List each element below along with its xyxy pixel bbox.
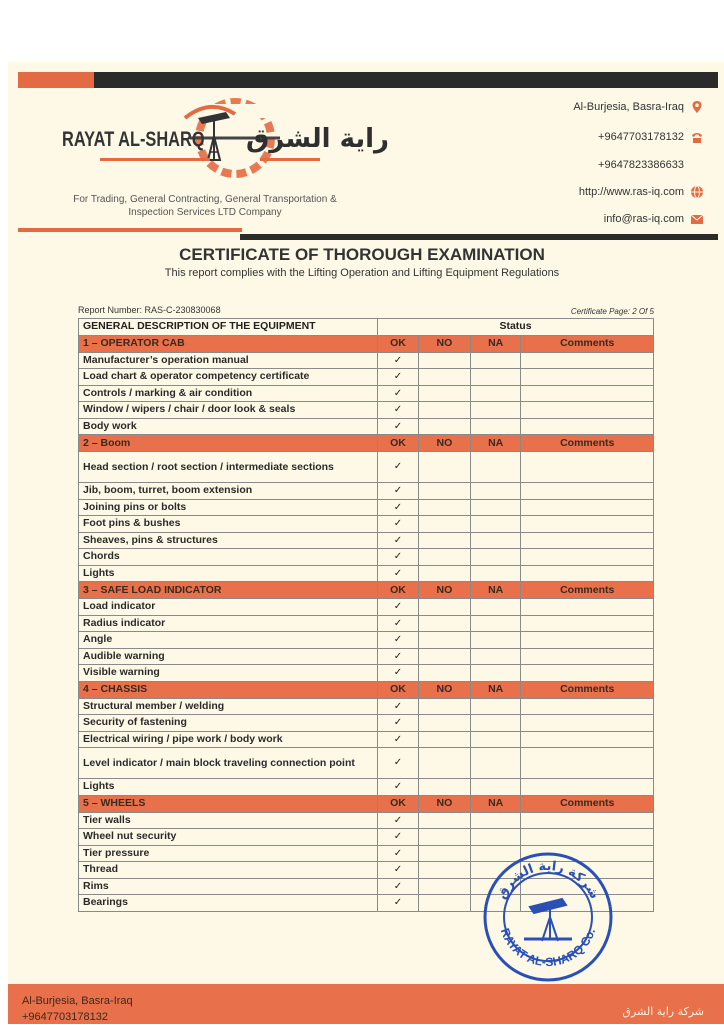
table-row [79, 565, 654, 582]
table-row [79, 549, 654, 566]
stamp-arabic-text: شركة راية الشرق [494, 858, 602, 902]
section-header-row [79, 435, 654, 452]
table-row [79, 352, 654, 369]
table-row [79, 369, 654, 386]
certificate-page: Certificate Page: 2 Of 5 [570, 307, 654, 316]
comments-cell [521, 385, 654, 402]
no-cell [419, 731, 471, 748]
mail-icon [690, 212, 704, 226]
ok-check-mark: ✓ [378, 499, 419, 516]
no-cell [419, 632, 471, 649]
no-cell [419, 698, 471, 715]
no-cell [419, 599, 471, 616]
ok-check-mark: ✓ [378, 829, 419, 846]
location-icon [690, 100, 704, 114]
table-row [79, 748, 654, 779]
na-cell [470, 452, 521, 483]
na-cell [470, 369, 521, 386]
comments-cell [521, 615, 654, 632]
document-title: CERTIFICATE OF THOROUGH EXAMINATION [179, 245, 545, 264]
comments-cell [521, 731, 654, 748]
item-label: Sheaves, pins & structures [79, 532, 378, 549]
ok-header: OK [378, 681, 419, 698]
item-label: Joining pins or bolts [79, 499, 378, 516]
ok-header: OK [378, 582, 419, 599]
na-cell [470, 829, 521, 846]
na-cell [470, 499, 521, 516]
no-header: NO [419, 335, 471, 352]
item-label: Wheel nut security [79, 829, 378, 846]
comments-cell [521, 648, 654, 665]
section-title: 2 – Boom [79, 435, 378, 452]
contact-address: Al-Burjesia, Basra-Iraq [573, 100, 704, 114]
ok-header: OK [378, 795, 419, 812]
section-header-row [79, 795, 654, 812]
na-header: NA [470, 795, 521, 812]
table-row [79, 715, 654, 732]
comments-cell [521, 483, 654, 500]
section-header-row [79, 335, 654, 352]
na-cell [470, 632, 521, 649]
no-cell [419, 845, 471, 862]
comments-cell [521, 499, 654, 516]
ok-check-mark: ✓ [378, 352, 419, 369]
table-row [79, 829, 654, 846]
company-name-arabic: راية الشرق [246, 124, 390, 154]
item-label: Load chart & operator competency certificate [79, 369, 378, 386]
na-cell [470, 483, 521, 500]
comments-header: Comments [521, 681, 654, 698]
no-cell [419, 549, 471, 566]
globe-icon [690, 185, 704, 199]
company-name: RAYAT AL-SHARQ [62, 128, 205, 151]
document-subtitle: This report complies with the Lifting Operation and Lifting Equipment Regulations [164, 267, 560, 279]
item-label: Foot pins & bushes [79, 516, 378, 533]
item-label: Tier pressure [79, 845, 378, 862]
na-cell [470, 352, 521, 369]
comments-cell [521, 452, 654, 483]
ok-header: OK [378, 435, 419, 452]
ok-check-mark: ✓ [378, 698, 419, 715]
no-header: NO [419, 435, 471, 452]
ok-check-mark: ✓ [378, 715, 419, 732]
na-header: NA [470, 681, 521, 698]
ok-check-mark: ✓ [378, 665, 419, 682]
footer-company-arabic: شركة راية الشرق [622, 1005, 704, 1018]
item-label: Radius indicator [79, 615, 378, 632]
comments-header: Comments [521, 582, 654, 599]
item-label: Jib, boom, turret, boom extension [79, 483, 378, 500]
table-row [79, 402, 654, 419]
header-divider-accent [18, 228, 242, 232]
report-number: Report Number: RAS-C-230830068 [78, 305, 221, 315]
no-cell [419, 369, 471, 386]
comments-cell [521, 352, 654, 369]
ok-check-mark: ✓ [378, 516, 419, 533]
table-row [79, 452, 654, 483]
table-row [79, 779, 654, 796]
comments-cell [521, 599, 654, 616]
na-cell [470, 648, 521, 665]
na-header: NA [470, 335, 521, 352]
no-cell [419, 812, 471, 829]
table-row [79, 385, 654, 402]
footer-address: Al-Burjesia, Basra-Iraq [22, 995, 133, 1007]
comments-header: Comments [521, 435, 654, 452]
item-label: Lights [79, 565, 378, 582]
no-cell [419, 452, 471, 483]
table-row [79, 698, 654, 715]
na-cell [470, 418, 521, 435]
ok-check-mark: ✓ [378, 452, 419, 483]
no-cell [419, 565, 471, 582]
footer-address-block [22, 993, 133, 1025]
ok-check-mark: ✓ [378, 599, 419, 616]
examination-table [78, 318, 654, 912]
no-cell [419, 648, 471, 665]
item-label: Structural member / welding [79, 698, 378, 715]
na-cell [470, 698, 521, 715]
comments-cell [521, 565, 654, 582]
item-label: Load indicator [79, 599, 378, 616]
svg-text:RAYAT AL-SHARQ Co. [498, 926, 598, 969]
ok-check-mark: ✓ [378, 632, 419, 649]
general-description-header: GENERAL DESCRIPTION OF THE EQUIPMENT [79, 319, 378, 336]
ok-check-mark: ✓ [378, 615, 419, 632]
item-label: Tier walls [79, 812, 378, 829]
item-label: Body work [79, 418, 378, 435]
comments-cell [521, 665, 654, 682]
ok-check-mark: ✓ [378, 483, 419, 500]
table-row [79, 731, 654, 748]
na-cell [470, 812, 521, 829]
comments-cell [521, 418, 654, 435]
na-cell [470, 615, 521, 632]
status-header: Status [378, 319, 654, 336]
footer-phone: +9647703178132 [22, 1011, 108, 1023]
no-cell [419, 715, 471, 732]
section-title: 3 – SAFE LOAD INDICATOR [79, 582, 378, 599]
item-label: Level indicator / main block traveling connection point [79, 748, 378, 779]
comments-cell [521, 632, 654, 649]
stamp-english-text: RAYAT AL-SHARQ Co. [497, 926, 599, 970]
table-row [79, 418, 654, 435]
comments-cell [521, 715, 654, 732]
na-header: NA [470, 435, 521, 452]
table-row [79, 812, 654, 829]
table-row [79, 483, 654, 500]
table-row [79, 648, 654, 665]
no-cell [419, 402, 471, 419]
comments-cell [521, 812, 654, 829]
na-cell [470, 385, 521, 402]
comments-cell [521, 402, 654, 419]
ok-check-mark: ✓ [378, 648, 419, 665]
item-label: Head section / root section / intermediate sections [79, 452, 378, 483]
ok-check-mark: ✓ [378, 878, 419, 895]
na-cell [470, 779, 521, 796]
company-tagline: For Trading, General Contracting, General Transportation & Inspection Services LTD Company [73, 194, 337, 218]
comments-cell [521, 829, 654, 846]
comments-header: Comments [521, 335, 654, 352]
ok-check-mark: ✓ [378, 845, 419, 862]
item-label: Rims [79, 878, 378, 895]
na-header: NA [470, 582, 521, 599]
ok-check-mark: ✓ [378, 812, 419, 829]
na-cell [470, 599, 521, 616]
contact-email: info@ras-iq.com [604, 212, 704, 226]
na-cell [470, 532, 521, 549]
no-cell [419, 862, 471, 879]
ok-check-mark: ✓ [378, 418, 419, 435]
header-top-accent [18, 72, 94, 88]
comments-cell [521, 748, 654, 779]
comments-cell [521, 369, 654, 386]
comments-cell [521, 516, 654, 533]
comments-cell [521, 549, 654, 566]
ok-check-mark: ✓ [378, 385, 419, 402]
table-row [79, 615, 654, 632]
table-row [79, 499, 654, 516]
item-label: Thread [79, 862, 378, 879]
item-label: Audible warning [79, 648, 378, 665]
ok-check-mark: ✓ [378, 369, 419, 386]
comments-cell [521, 698, 654, 715]
na-cell [470, 549, 521, 566]
item-label: Bearings [79, 895, 378, 912]
ok-check-mark: ✓ [378, 549, 419, 566]
ok-check-mark: ✓ [378, 779, 419, 796]
section-title: 5 – WHEELS [79, 795, 378, 812]
ok-check-mark: ✓ [378, 532, 419, 549]
no-cell [419, 748, 471, 779]
item-label: Lights [79, 779, 378, 796]
item-label: Window / wipers / chair / door look & seals [79, 402, 378, 419]
table-row [79, 516, 654, 533]
table-row [79, 665, 654, 682]
item-label: Visible warning [79, 665, 378, 682]
no-cell [419, 532, 471, 549]
table-row [79, 532, 654, 549]
ok-header: OK [378, 335, 419, 352]
no-cell [419, 895, 471, 912]
ok-check-mark: ✓ [378, 748, 419, 779]
header-top-bar [18, 72, 718, 88]
na-cell [470, 516, 521, 533]
section-title: 1 – OPERATOR CAB [79, 335, 378, 352]
ok-check-mark: ✓ [378, 862, 419, 879]
no-cell [419, 615, 471, 632]
no-header: NO [419, 681, 471, 698]
no-header: NO [419, 795, 471, 812]
no-cell [419, 352, 471, 369]
na-cell [470, 565, 521, 582]
no-cell [419, 385, 471, 402]
item-label: Angle [79, 632, 378, 649]
item-label: Chords [79, 549, 378, 566]
no-cell [419, 516, 471, 533]
contact-website: http://www.ras-iq.com [579, 185, 704, 199]
no-cell [419, 418, 471, 435]
item-label: Manufacturer’s operation manual [79, 352, 378, 369]
ok-check-mark: ✓ [378, 895, 419, 912]
comments-cell [521, 779, 654, 796]
no-cell [419, 665, 471, 682]
item-label: Security of fastening [79, 715, 378, 732]
comments-cell [521, 532, 654, 549]
na-cell [470, 715, 521, 732]
section-header-row [79, 681, 654, 698]
no-cell [419, 829, 471, 846]
na-cell [470, 731, 521, 748]
no-cell [419, 483, 471, 500]
contact-phone-2: +9647823386633 [598, 159, 684, 171]
item-label: Electrical wiring / pipe work / body work [79, 731, 378, 748]
no-header: NO [419, 582, 471, 599]
company-stamp-icon [481, 850, 615, 984]
item-label: Controls / marking & air condition [79, 385, 378, 402]
phone-icon [690, 130, 704, 144]
header-divider [240, 234, 718, 240]
table-row [79, 599, 654, 616]
section-title: 4 – CHASSIS [79, 681, 378, 698]
ok-check-mark: ✓ [378, 402, 419, 419]
no-cell [419, 878, 471, 895]
table-row [79, 632, 654, 649]
na-cell [470, 402, 521, 419]
contact-phone-1: +9647703178132 [598, 130, 704, 144]
comments-header: Comments [521, 795, 654, 812]
no-cell [419, 779, 471, 796]
table-header-row [79, 319, 654, 336]
no-cell [419, 499, 471, 516]
ok-check-mark: ✓ [378, 731, 419, 748]
na-cell [470, 665, 521, 682]
ok-check-mark: ✓ [378, 565, 419, 582]
section-header-row [79, 582, 654, 599]
na-cell [470, 748, 521, 779]
